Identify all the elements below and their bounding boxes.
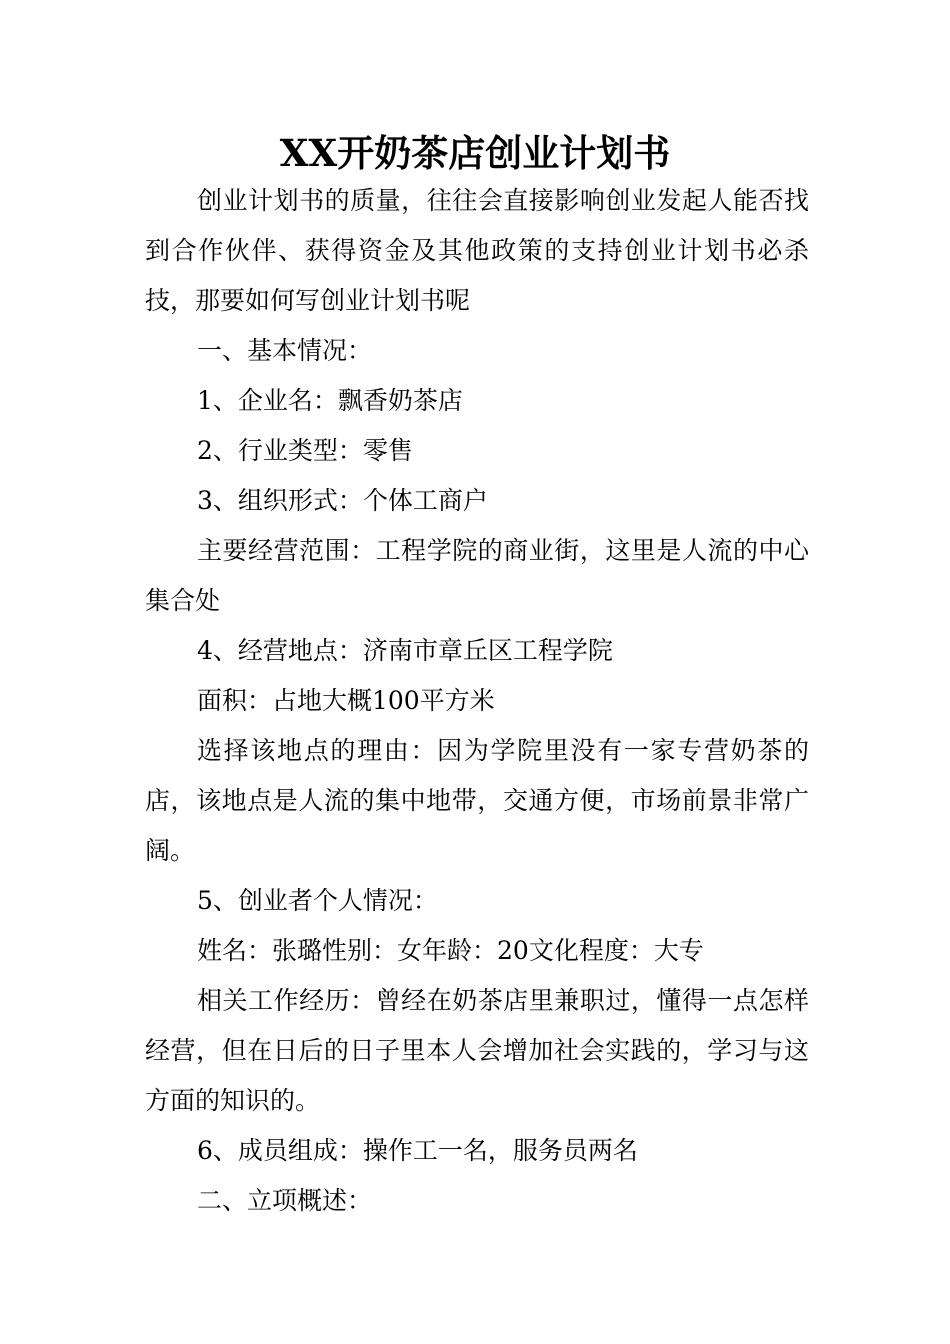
paragraph-business-location: 4、经营地点：济南市章丘区工程学院 (197, 636, 613, 665)
section-heading-basic-info: 一、基本情况： (197, 336, 373, 365)
paragraph-location-reason: 选择该地点的理由：因为学院里没有一家专营奶茶的店，该地点是人流的集中地带，交通方便，市场前景非常广阔。 (145, 736, 809, 865)
paragraph-company-name: 1、企业名：飘香奶茶店 (197, 386, 463, 415)
paragraph-industry-type: 2、行业类型：零售 (197, 436, 413, 465)
paragraph-area: 面积：占地大概100平方米 (197, 686, 495, 715)
paragraph-founder-heading: 5、创业者个人情况： (197, 886, 438, 915)
document-body (145, 176, 809, 1226)
paragraph-organization-form: 3、组织形式：个体工商户 (197, 486, 488, 515)
paragraph-intro: 创业计划书的质量，往往会直接影响创业发起人能否找到合作伙伴、获得资金及其他政策的支持创业计划书必杀技，那要如何写创业计划书呢 (145, 186, 809, 315)
section-heading-project-overview: 二、立项概述： (197, 1186, 373, 1215)
paragraph-work-experience: 相关工作经历：曾经在奶茶店里兼职过，懂得一点怎样经营，但在日后的日子里本人会增加社会实践的，学习与这方面的知识的。 (145, 986, 809, 1115)
paragraph-team-members: 6、成员组成：操作工一名，服务员两名 (197, 1136, 638, 1165)
paragraph-founder-profile: 姓名：张璐性别：女年龄：20文化程度：大专 (197, 936, 704, 965)
paragraph-business-scope: 主要经营范围：工程学院的商业街，这里是人流的中心集合处 (145, 536, 809, 615)
document-title: XX开奶茶店创业计划书 (279, 131, 671, 175)
